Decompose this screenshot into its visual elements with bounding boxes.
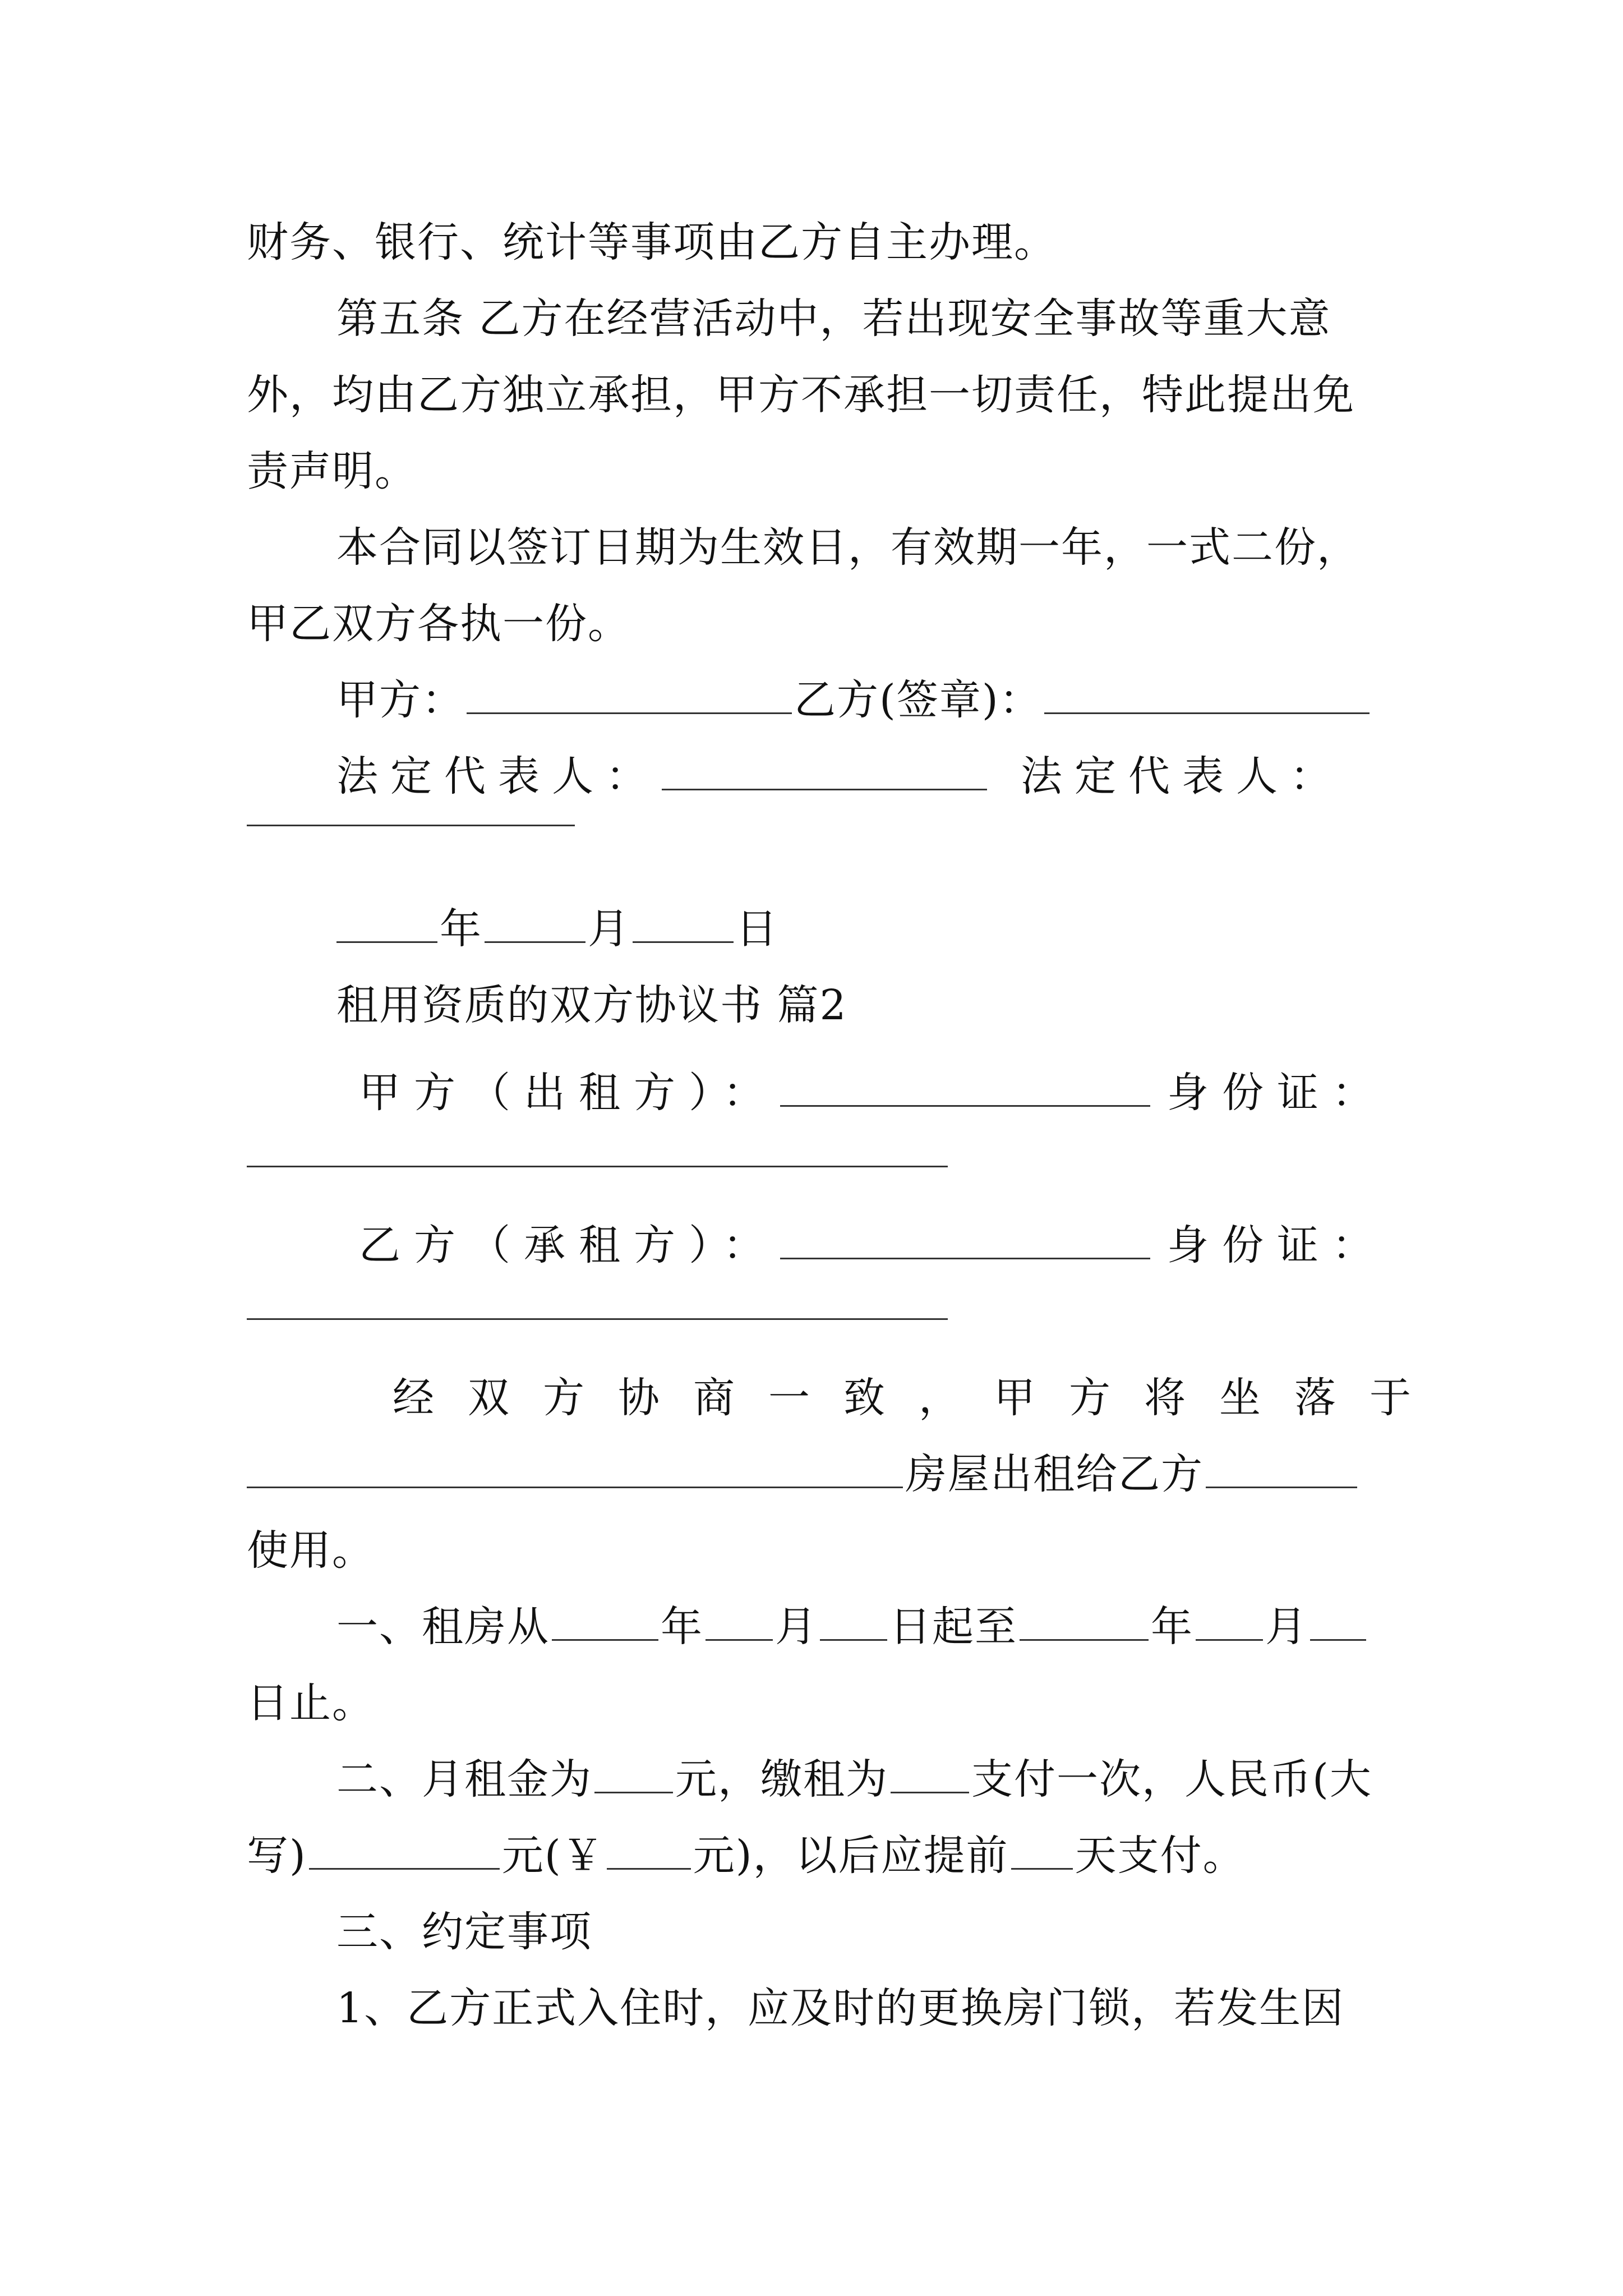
representative-row bbox=[336, 748, 1385, 804]
lessee-label: 乙方（承租方）： bbox=[359, 1221, 778, 1269]
section-heading: 三、约定事项 bbox=[336, 1908, 592, 1956]
term-day2-blank[interactable] bbox=[1310, 1600, 1366, 1641]
rent-text: 元(￥ bbox=[501, 1832, 605, 1880]
rent-text: 元，缴租为 bbox=[675, 1755, 888, 1803]
rent-capital-blank[interactable] bbox=[309, 1829, 500, 1870]
section-title: 租用资质的双方协议书 篇2 bbox=[336, 981, 847, 1029]
rep-b-blank[interactable] bbox=[247, 825, 575, 826]
rep-b-label: 法定代表人： bbox=[1021, 752, 1344, 800]
term-month1-blank[interactable] bbox=[706, 1600, 773, 1641]
use-blank[interactable] bbox=[1206, 1447, 1357, 1488]
agreement-row bbox=[247, 1446, 1385, 1502]
term-year2-blank[interactable] bbox=[1020, 1600, 1149, 1641]
paragraph-line: 本合同以签订日期为生效日，有效期一年，一式二份， bbox=[336, 523, 1359, 572]
lessor-row bbox=[359, 1065, 1385, 1121]
paragraph-line: 日止。 bbox=[247, 1679, 375, 1727]
term-month2-label: 月 bbox=[1265, 1603, 1308, 1651]
day-label: 日 bbox=[736, 905, 778, 953]
rent-text: 支付一次，人民币(大 bbox=[971, 1755, 1372, 1803]
rent-row bbox=[336, 1751, 1385, 1807]
term-day1-blank[interactable] bbox=[820, 1600, 887, 1641]
lessee-id-label: 身份证： bbox=[1167, 1221, 1387, 1269]
year-blank[interactable] bbox=[336, 902, 437, 943]
rent-text: 天支付。 bbox=[1075, 1832, 1246, 1880]
rent-row-2 bbox=[247, 1828, 1385, 1884]
term-year1-blank[interactable] bbox=[552, 1600, 658, 1641]
paragraph-line: 财务、银行、统计等事项由乙方自主办理。 bbox=[247, 218, 1057, 266]
term-month2-blank[interactable] bbox=[1196, 1600, 1263, 1641]
party-a-label: 甲方： bbox=[336, 676, 464, 724]
month-blank[interactable] bbox=[485, 902, 585, 943]
paragraph-line: 外，均由乙方独立承担，甲方不承担一切责任，特此提出免 bbox=[247, 371, 1355, 419]
lessee-row bbox=[359, 1217, 1385, 1273]
rent-days-blank[interactable] bbox=[1011, 1829, 1073, 1870]
paragraph-line: 经双方协商一致，甲方将坐落于 bbox=[393, 1374, 1445, 1422]
lessor-id-blank[interactable] bbox=[247, 1166, 948, 1167]
paragraph-line: 甲乙双方各执一份。 bbox=[247, 600, 630, 648]
term-year1-label: 年 bbox=[661, 1603, 703, 1651]
rent-text: 元)，以后应提前 bbox=[693, 1832, 1009, 1880]
term-label: 一、租房从 bbox=[336, 1603, 550, 1651]
term-row bbox=[336, 1599, 1385, 1655]
signature-row bbox=[336, 672, 1385, 728]
rent-text: 写) bbox=[247, 1832, 307, 1880]
rent-figure-blank[interactable] bbox=[607, 1829, 691, 1870]
day-blank[interactable] bbox=[633, 902, 734, 943]
party-b-blank[interactable] bbox=[1044, 673, 1370, 714]
term-month1-label: 月 bbox=[775, 1603, 818, 1651]
rep-a-label: 法定代表人： bbox=[336, 752, 660, 800]
address-blank[interactable] bbox=[247, 1447, 903, 1488]
year-label: 年 bbox=[440, 905, 482, 953]
party-a-blank[interactable] bbox=[467, 673, 792, 714]
date-row bbox=[336, 901, 1385, 957]
rent-label: 二、月租金为 bbox=[336, 1755, 592, 1803]
month-label: 月 bbox=[588, 905, 630, 953]
term-year2-label: 年 bbox=[1151, 1603, 1193, 1651]
lessor-id-label: 身份证： bbox=[1167, 1069, 1387, 1117]
lessor-blank[interactable] bbox=[780, 1066, 1150, 1107]
term-day1-label: 日起至 bbox=[889, 1603, 1017, 1651]
rep-a-blank[interactable] bbox=[662, 749, 987, 790]
paragraph-line: 责声明。 bbox=[247, 447, 417, 495]
lessee-blank[interactable] bbox=[780, 1218, 1150, 1259]
paragraph-line: 第五条 乙方在经营活动中，若出现安全事故等重大意 bbox=[336, 295, 1331, 343]
rent-period-blank[interactable] bbox=[891, 1752, 969, 1793]
paragraph-line: 1、乙方正式入住时，应及时的更换房门锁，若发生因 bbox=[336, 1984, 1345, 2032]
paragraph-line: 使用。 bbox=[247, 1526, 375, 1575]
rent-amount-blank[interactable] bbox=[594, 1752, 673, 1793]
lessee-id-blank[interactable] bbox=[247, 1318, 948, 1320]
agreement-text: 房屋出租给乙方 bbox=[905, 1450, 1204, 1498]
party-b-label: 乙方(签章)： bbox=[794, 676, 1042, 724]
lessor-label: 甲方（出租方）： bbox=[359, 1069, 778, 1117]
